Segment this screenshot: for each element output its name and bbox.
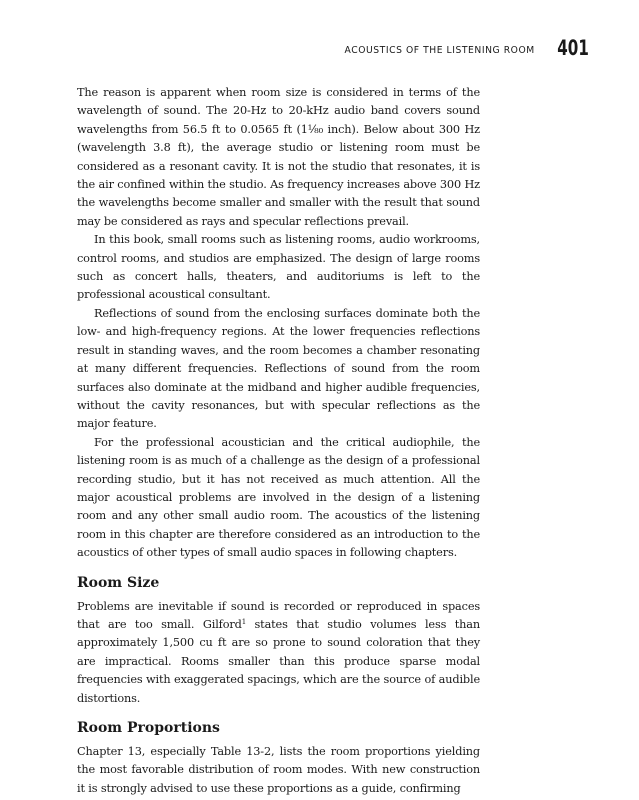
- heading-room-size: Room Size: [77, 574, 160, 591]
- paragraph-listening-room: For the professional acoustician and the critical audiophile, the listening room is as much of a challenge as the design of a professional recording studio, but it has not received as much attention. All the major acoustical problems are involved in the design of a listening room and any other small audio room. The acoustics of the listening room in this chapter are therefore considered as an introduction to the acoustics of other types of small audio spaces in following chapters.: [77, 435, 480, 560]
- running-head: [328, 38, 589, 59]
- paragraph-wavelength: The reason is apparent when room size is considered in terms of the wavelength of sound. The 20-Hz to 20-kHz audio band covers sound wavelengths from 56.5 ft to 0.0565 ft (1⅛₀ inch). Below about 300 Hz (wavelength 3.8 ft), the average studio or listening room must be considered as a resonant cavity. It is not the studio that resonates, it is the air confined within the studio. As frequency increases above 300 Hz the wavelengths become smaller and smaller with the result that sound may be considered as rays and specular reflections prevail.: [77, 86, 480, 228]
- paragraph-reflections: Reflections of sound from the enclosing surfaces dominate both the low- and high-frequency regions. At the lower frequencies reflections result in standing waves, and the room becomes a chamber resonating at many different frequencies. Reflections of sound from the room surfaces also dominate at the midband and higher audible frequencies, without the cavity resonances, but with specular reflections as the major feature.: [77, 306, 480, 431]
- room-size-text-before: Problems are inevitable if sound is recorded or reproduced in spaces that are too small. Gilford: [77, 599, 480, 631]
- paragraph-room-size: [77, 598, 480, 708]
- paragraph-room-proportions: Chapter 13, especially Table 13-2, lists the room proportions yielding the most favorable distribution of room modes. With new construction it is strongly advised to use these proportions as a guide, confirming: [77, 745, 480, 795]
- room-size-text-after: states that studio volumes less than approximately 1,500 cu ft are so prone to sound coloration that they are impractical. Rooms smaller than this produce sparse modal frequencies with exaggerated spacings, which are the source of audible distortions.: [77, 617, 480, 705]
- running-title: ACOUSTICS OF THE LISTENING ROOM: [344, 45, 536, 56]
- page-number: 401: [557, 36, 589, 60]
- body-text: [77, 84, 480, 798]
- heading-room-proportions: Room Proportions: [77, 720, 220, 736]
- footnote-reference[interactable]: 1: [241, 617, 246, 626]
- paragraph-small-rooms: In this book, small rooms such as listening rooms, audio workrooms, control rooms, and studios are emphasized. The design of large rooms such as concert halls, theaters, and auditoriums is left to the professional acoustical consultant.: [77, 233, 480, 302]
